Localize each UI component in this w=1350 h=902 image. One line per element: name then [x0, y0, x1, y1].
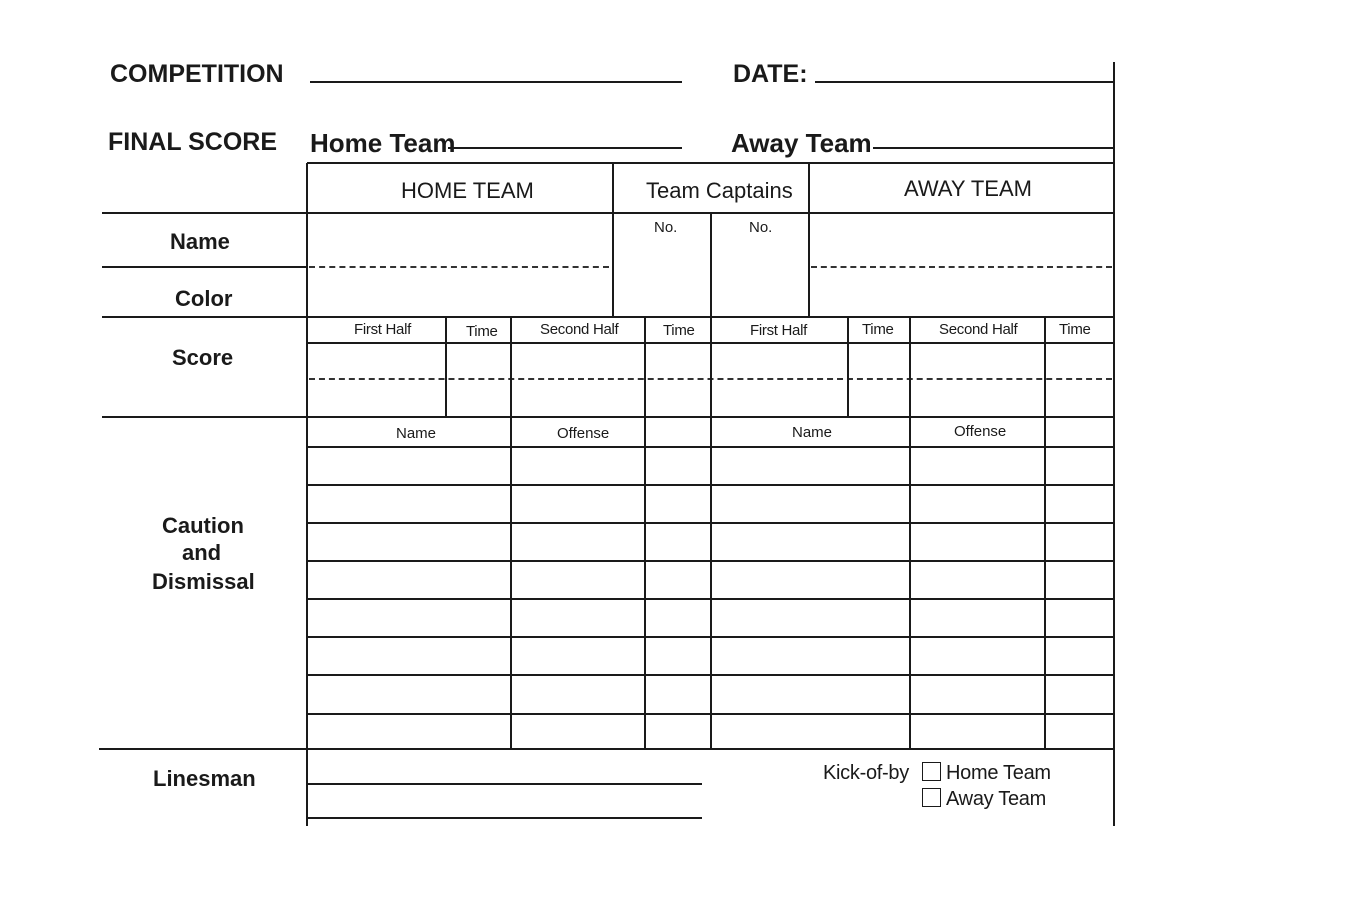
- home-caution-time-cell[interactable]: [647, 716, 709, 747]
- away-caution-name-header: Name: [792, 424, 833, 441]
- kickoff-home-checkbox[interactable]: [922, 762, 941, 781]
- home-caution-time-cell[interactable]: [647, 563, 709, 597]
- away-caution-time-cell[interactable]: [1047, 601, 1112, 635]
- away-caution-name-cell[interactable]: [713, 677, 908, 712]
- home-first-half-header: First Half: [354, 321, 412, 338]
- away-name-dashed-line: [811, 266, 1112, 268]
- home-name-dashed-line: [309, 266, 609, 268]
- away-team-score-label: Away Team: [731, 128, 872, 158]
- home-caution-name-header: Name: [396, 425, 437, 442]
- home-caution-offense-cell[interactable]: [513, 716, 643, 747]
- captain-no-label-home: No.: [654, 219, 678, 236]
- away-caution-time-cell[interactable]: [1047, 639, 1112, 673]
- main-left-border: [306, 163, 308, 826]
- date-field[interactable]: [815, 81, 1115, 83]
- home-caution-time-cell[interactable]: [647, 677, 709, 712]
- kickoff-away-option-label: Away Team: [946, 788, 1046, 810]
- home-caution-name-cell[interactable]: [309, 487, 509, 521]
- date-label: DATE:: [733, 60, 808, 88]
- captains-right-border: [808, 163, 810, 317]
- kickoff-home-option-label: Home Team: [946, 762, 1051, 784]
- away-caution-offense-cell[interactable]: [912, 525, 1043, 559]
- home-caution-time-cell[interactable]: [647, 639, 709, 673]
- home-time-1-header: Time: [466, 323, 498, 340]
- home-team-score-field[interactable]: [448, 147, 682, 149]
- home-caution-offense-header: Offense: [557, 425, 610, 442]
- away-first-half-header: First Half: [750, 322, 808, 339]
- home-team-score-label: Home Team: [310, 128, 456, 158]
- away-caution-time-cell[interactable]: [1047, 677, 1112, 712]
- away-second-half-header: Second Half: [939, 321, 1018, 338]
- away-caution-time-cell[interactable]: [1047, 449, 1112, 483]
- away-caution-offense-cell[interactable]: [912, 563, 1043, 597]
- home-caution-offense-cell[interactable]: [513, 677, 643, 712]
- away-caution-time-cell[interactable]: [1047, 487, 1112, 521]
- team-captains-column-header: Team Captains: [646, 178, 793, 203]
- row-line-name-top: [102, 212, 1114, 214]
- linesman-line-1: [307, 783, 702, 785]
- home-caution-name-cell[interactable]: [309, 563, 509, 597]
- away-caution-name-cell[interactable]: [713, 449, 908, 483]
- home-caution-name-cell[interactable]: [309, 639, 509, 673]
- home-caution-name-cell[interactable]: [309, 716, 509, 747]
- home-caution-offense-cell[interactable]: [513, 601, 643, 635]
- row-line-caution-top: [102, 416, 1114, 418]
- away-caution-name-cell[interactable]: [713, 601, 908, 635]
- score-time-divider: [445, 317, 447, 417]
- home-caution-time-cell[interactable]: [647, 487, 709, 521]
- column-divider: [710, 317, 712, 749]
- away-time-2-header: Time: [1059, 321, 1091, 338]
- away-caution-name-cell[interactable]: [713, 639, 908, 673]
- column-divider: [1044, 317, 1046, 749]
- away-caution-time-cell[interactable]: [1047, 716, 1112, 747]
- home-caution-offense-cell[interactable]: [513, 487, 643, 521]
- home-team-column-header: HOME TEAM: [401, 178, 534, 203]
- away-caution-offense-cell[interactable]: [912, 449, 1043, 483]
- home-caution-offense-cell[interactable]: [513, 639, 643, 673]
- home-caution-time-cell[interactable]: [647, 449, 709, 483]
- home-caution-name-cell[interactable]: [309, 449, 509, 483]
- home-caution-time-cell[interactable]: [647, 601, 709, 635]
- right-border: [1113, 62, 1115, 826]
- away-team-column-header: AWAY TEAM: [904, 176, 1032, 201]
- column-divider: [510, 317, 512, 749]
- away-caution-offense-header: Offense: [954, 423, 1007, 440]
- away-caution-name-cell[interactable]: [713, 563, 908, 597]
- away-team-score-field[interactable]: [873, 147, 1115, 149]
- competition-label: COMPETITION: [110, 60, 284, 88]
- captains-divider: [710, 213, 712, 317]
- home-caution-name-cell[interactable]: [309, 677, 509, 712]
- row-line-score-top: [102, 316, 1114, 318]
- away-caution-offense-cell[interactable]: [912, 601, 1043, 635]
- home-time-2-header: Time: [663, 322, 695, 339]
- column-divider: [909, 317, 911, 749]
- score-time-divider: [847, 317, 849, 417]
- header-top-line: [307, 162, 1114, 164]
- home-caution-offense-cell[interactable]: [513, 449, 643, 483]
- away-caution-time-cell[interactable]: [1047, 563, 1112, 597]
- caution-row-label-1: Caution: [162, 513, 244, 538]
- away-caution-name-cell[interactable]: [713, 525, 908, 559]
- away-time-1-header: Time: [862, 321, 894, 338]
- captains-left-border: [612, 163, 614, 317]
- home-caution-name-cell[interactable]: [309, 525, 509, 559]
- home-second-half-header: Second Half: [540, 321, 619, 338]
- caution-row-label-3: Dismissal: [152, 569, 255, 594]
- caution-row-label-2: and: [182, 540, 222, 565]
- row-line-linesman-top: [99, 748, 1114, 750]
- name-row-label: Name: [170, 229, 230, 254]
- row-line-color-top: [102, 266, 307, 268]
- away-caution-time-cell[interactable]: [1047, 525, 1112, 559]
- home-caution-name-cell[interactable]: [309, 601, 509, 635]
- home-caution-offense-cell[interactable]: [513, 525, 643, 559]
- away-caution-offense-cell[interactable]: [912, 677, 1043, 712]
- away-caution-offense-cell[interactable]: [912, 487, 1043, 521]
- away-caution-offense-cell[interactable]: [912, 716, 1043, 747]
- captain-no-label-away: No.: [749, 219, 773, 236]
- away-caution-offense-cell[interactable]: [912, 639, 1043, 673]
- away-caution-name-cell[interactable]: [713, 716, 908, 747]
- linesman-row-label: Linesman: [153, 766, 256, 791]
- competition-field[interactable]: [310, 81, 682, 83]
- final-score-label: FINAL SCORE: [108, 128, 277, 156]
- linesman-line-2: [307, 817, 702, 819]
- home-caution-offense-cell[interactable]: [513, 563, 643, 597]
- away-caution-name-cell[interactable]: [713, 487, 908, 521]
- kickoff-label: Kick-of-by: [823, 762, 909, 784]
- color-row-label: Color: [175, 286, 233, 311]
- home-caution-time-cell[interactable]: [647, 525, 709, 559]
- score-row-label: Score: [172, 345, 234, 370]
- kickoff-away-checkbox[interactable]: [922, 788, 941, 807]
- column-divider: [644, 317, 646, 749]
